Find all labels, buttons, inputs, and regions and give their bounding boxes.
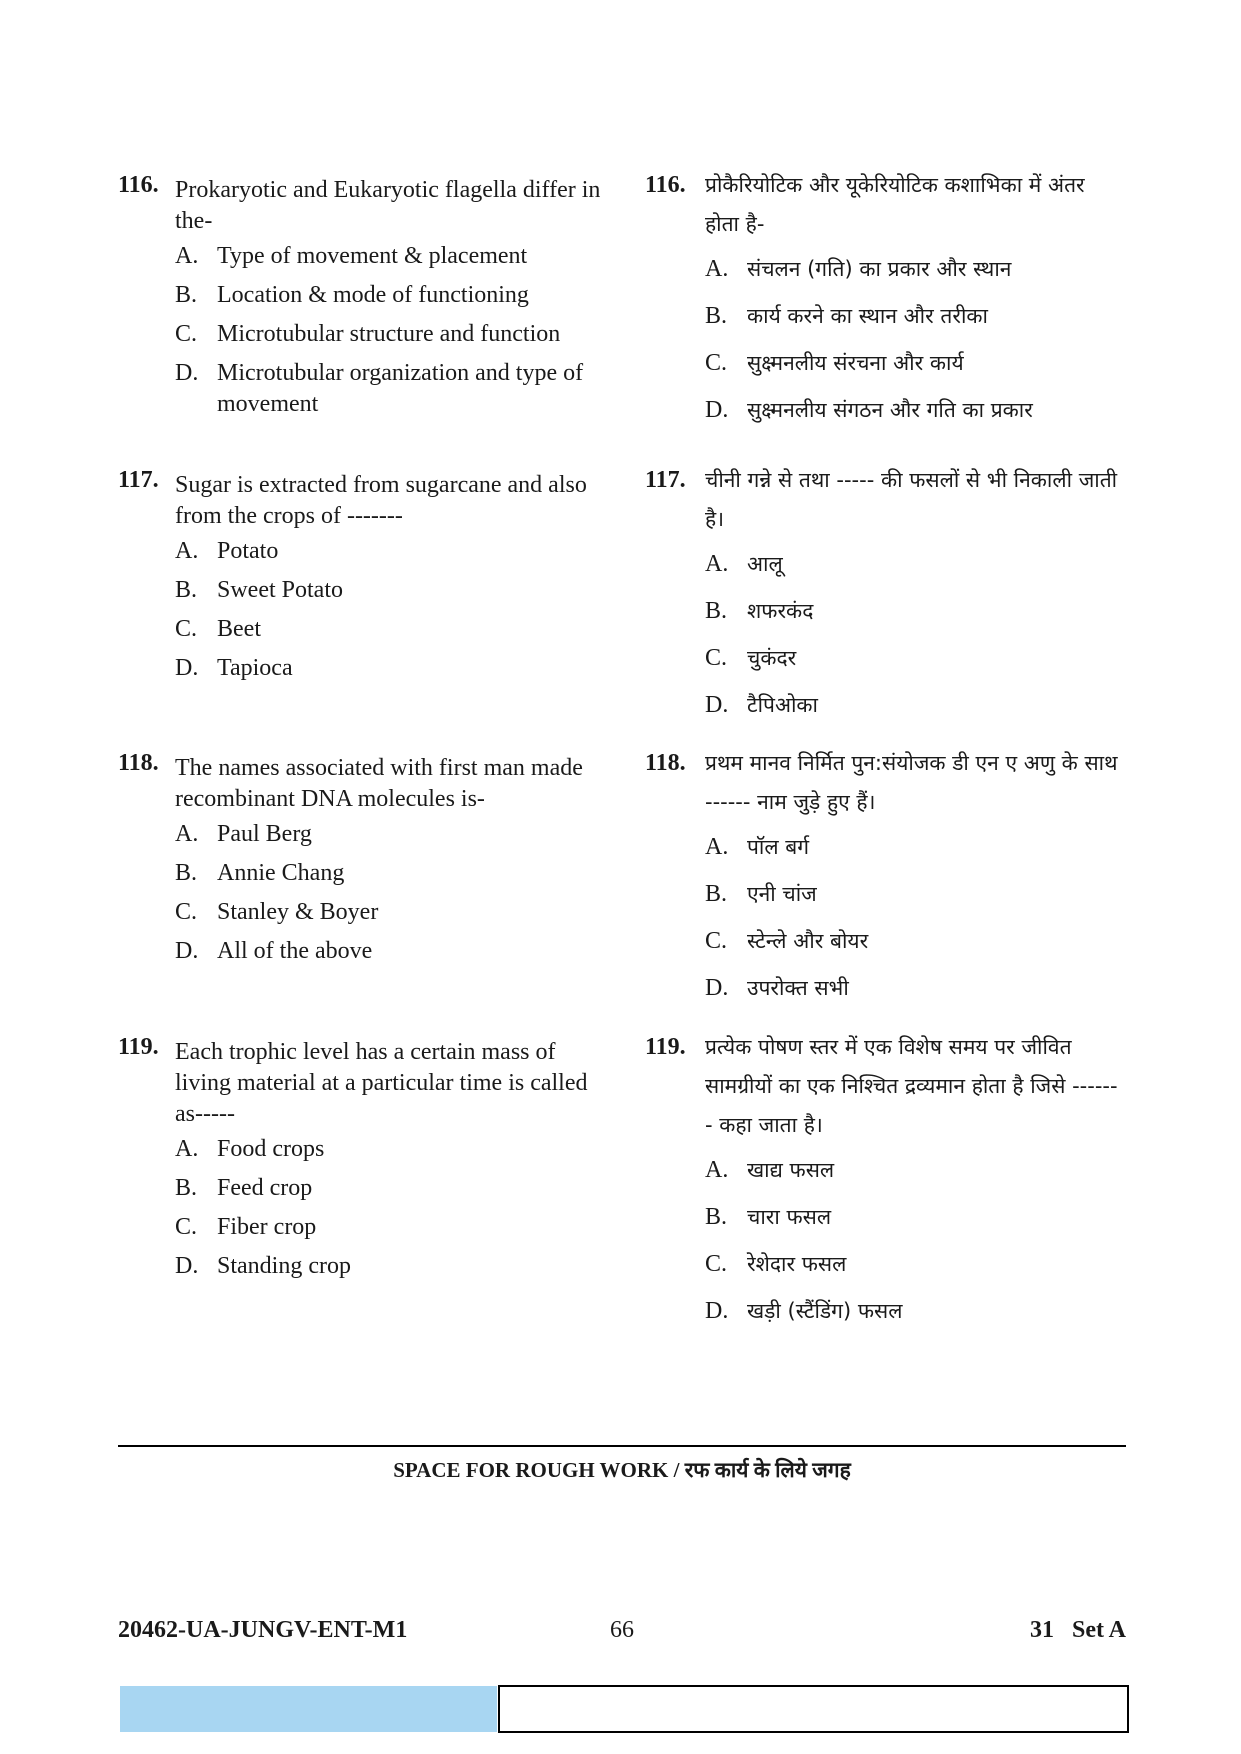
question-number: 118.	[118, 750, 159, 776]
option-text: खड़ी (स्टैंडिंग) फसल	[747, 1299, 903, 1323]
footer-empty-box	[498, 1685, 1129, 1733]
option-text: पॉल बर्ग	[747, 835, 810, 859]
question-text: चीनी गन्ने से तथा ----- की फसलों से भी निकाली जाती है।	[705, 468, 1118, 531]
option-label: B.	[705, 598, 728, 624]
question-text: The names associated with first man made recombinant DNA molecules is-	[175, 755, 583, 812]
paper-code: 20462-UA-JUNGV-ENT-M1	[118, 1617, 408, 1643]
option-text: टैपिओका	[747, 693, 819, 717]
option-c	[705, 1241, 1125, 1288]
option-b	[175, 858, 608, 889]
question-text: प्रत्येक पोषण स्तर में एक विशेष समय पर जीवित सामग्रीयों का एक निश्चित द्रव्यमान होता है जिसे ------- कहा जाता है।	[705, 1035, 1118, 1137]
question-number: 119.	[118, 1034, 159, 1060]
option-label: A.	[175, 1136, 199, 1162]
question-118-hi	[645, 750, 1125, 1012]
option-a	[175, 819, 608, 850]
option-label: A.	[705, 256, 729, 282]
option-b	[175, 280, 608, 311]
option-text: Annie Chang	[217, 860, 345, 886]
option-label: C.	[175, 1214, 198, 1240]
option-label: B.	[175, 860, 198, 886]
option-text: Stanley & Boyer	[217, 899, 379, 925]
question-number: 119.	[645, 1034, 686, 1060]
divider-line	[118, 1445, 1126, 1447]
question-number: 116.	[645, 172, 686, 198]
option-label: C.	[705, 928, 728, 954]
option-c	[175, 897, 608, 928]
option-text: Tapioca	[217, 655, 293, 681]
page-number: 66	[610, 1617, 634, 1643]
option-label: B.	[705, 303, 728, 329]
question-119-hi	[645, 1034, 1125, 1335]
option-a	[175, 1134, 608, 1165]
option-text: Fiber crop	[217, 1214, 317, 1240]
option-label: A.	[705, 834, 729, 860]
option-c	[705, 635, 1125, 682]
option-text: सुक्ष्मनलीय संगठन और गति का प्रकार	[747, 398, 1033, 422]
question-number: 117.	[645, 467, 686, 493]
option-label: C.	[175, 616, 198, 642]
question-text: प्रथम मानव निर्मित पुन:संयोजक डी एन ए अणु के साथ ------ नाम जुड़े हुए हैं।	[705, 751, 1118, 814]
question-119-en	[118, 1034, 608, 1290]
option-text: रेशेदार फसल	[747, 1252, 847, 1276]
option-label: B.	[175, 577, 198, 603]
option-d	[175, 1251, 608, 1282]
option-d	[705, 965, 1125, 1012]
option-text: स्टेन्ले और बोयर	[747, 929, 869, 953]
option-label: B.	[705, 881, 728, 907]
option-text: Paul Berg	[217, 821, 312, 847]
option-text: खाद्य फसल	[747, 1158, 835, 1182]
question-117-hi	[645, 467, 1125, 729]
option-d	[175, 653, 608, 684]
option-text: Microtubular organization and type of movement	[217, 360, 584, 417]
option-b	[175, 575, 608, 606]
question-number: 116.	[118, 172, 159, 198]
option-text: चुकंदर	[747, 646, 797, 670]
option-label: D.	[175, 938, 199, 964]
option-text: Beet	[217, 616, 261, 642]
question-117-en	[118, 467, 608, 692]
option-b	[705, 293, 1125, 340]
option-c	[175, 1212, 608, 1243]
question-text: Each trophic level has a certain mass of living material at a particular time is called as-----	[175, 1039, 588, 1127]
option-b	[705, 871, 1125, 918]
option-label: D.	[705, 692, 729, 718]
option-label: C.	[705, 1251, 728, 1277]
option-b	[175, 1173, 608, 1204]
option-a	[705, 824, 1125, 871]
option-label: D.	[175, 1253, 199, 1279]
question-text: Prokaryotic and Eukaryotic flagella differ in the-	[175, 177, 601, 234]
option-label: A.	[705, 1157, 729, 1183]
option-text: आलू	[747, 552, 783, 576]
option-label: D.	[175, 360, 199, 386]
option-text: Type of movement & placement	[217, 243, 528, 269]
option-text: एनी चांज	[747, 882, 817, 906]
option-a	[175, 536, 608, 567]
option-label: A.	[175, 243, 199, 269]
option-a	[705, 1147, 1125, 1194]
option-b	[705, 588, 1125, 635]
option-text: कार्य करने का स्थान और तरीका	[747, 304, 988, 328]
option-d	[705, 1288, 1125, 1335]
option-text: सुक्ष्मनलीय संरचना और कार्य	[747, 351, 964, 375]
option-b	[705, 1194, 1125, 1241]
option-label: C.	[705, 645, 728, 671]
option-text: Location & mode of functioning	[217, 282, 529, 308]
option-label: C.	[175, 899, 198, 925]
option-text: चारा फसल	[747, 1205, 832, 1229]
option-text: Food crops	[217, 1136, 325, 1162]
option-a	[175, 241, 608, 272]
option-d	[175, 936, 608, 967]
question-116-en	[118, 172, 608, 428]
option-label: A.	[175, 538, 199, 564]
option-text: Sweet Potato	[217, 577, 343, 603]
option-d	[705, 387, 1125, 434]
option-c	[175, 614, 608, 645]
question-116-hi	[645, 172, 1125, 434]
option-d	[705, 682, 1125, 729]
option-label: A.	[705, 551, 729, 577]
option-text: All of the above	[217, 938, 373, 964]
option-label: C.	[705, 350, 728, 376]
option-label: D.	[705, 1298, 729, 1324]
question-number: 118.	[645, 750, 686, 776]
option-a	[705, 541, 1125, 588]
option-text: Potato	[217, 538, 279, 564]
option-label: B.	[705, 1204, 728, 1230]
option-c	[175, 319, 608, 350]
option-label: D.	[705, 975, 729, 1001]
question-text: Sugar is extracted from sugarcane and also from the crops of -------	[175, 472, 587, 529]
option-label: A.	[175, 821, 199, 847]
option-text: Standing crop	[217, 1253, 351, 1279]
option-text: Microtubular structure and function	[217, 321, 561, 347]
question-text: प्रोकैरियोटिक और यूकेरियोटिक कशाभिका में अंतर होता है-	[705, 173, 1085, 236]
option-text: उपरोक्त सभी	[747, 976, 849, 1000]
question-118-en	[118, 750, 608, 975]
rough-work-heading: SPACE FOR ROUGH WORK / रफ कार्य के लिये जगह	[393, 1458, 851, 1482]
option-c	[705, 918, 1125, 965]
option-d	[175, 358, 608, 420]
option-a	[705, 246, 1125, 293]
question-number: 117.	[118, 467, 159, 493]
set-label: 31 Set A	[1030, 1617, 1126, 1643]
option-label: D.	[175, 655, 199, 681]
option-label: B.	[175, 1175, 198, 1201]
option-label: D.	[705, 397, 729, 423]
option-text: संचलन (गति) का प्रकार और स्थान	[747, 257, 1012, 281]
option-text: शफरकंद	[747, 599, 814, 623]
footer-color-bar	[120, 1686, 497, 1732]
option-text: Feed crop	[217, 1175, 313, 1201]
option-c	[705, 340, 1125, 387]
option-label: C.	[175, 321, 198, 347]
option-label: B.	[175, 282, 198, 308]
